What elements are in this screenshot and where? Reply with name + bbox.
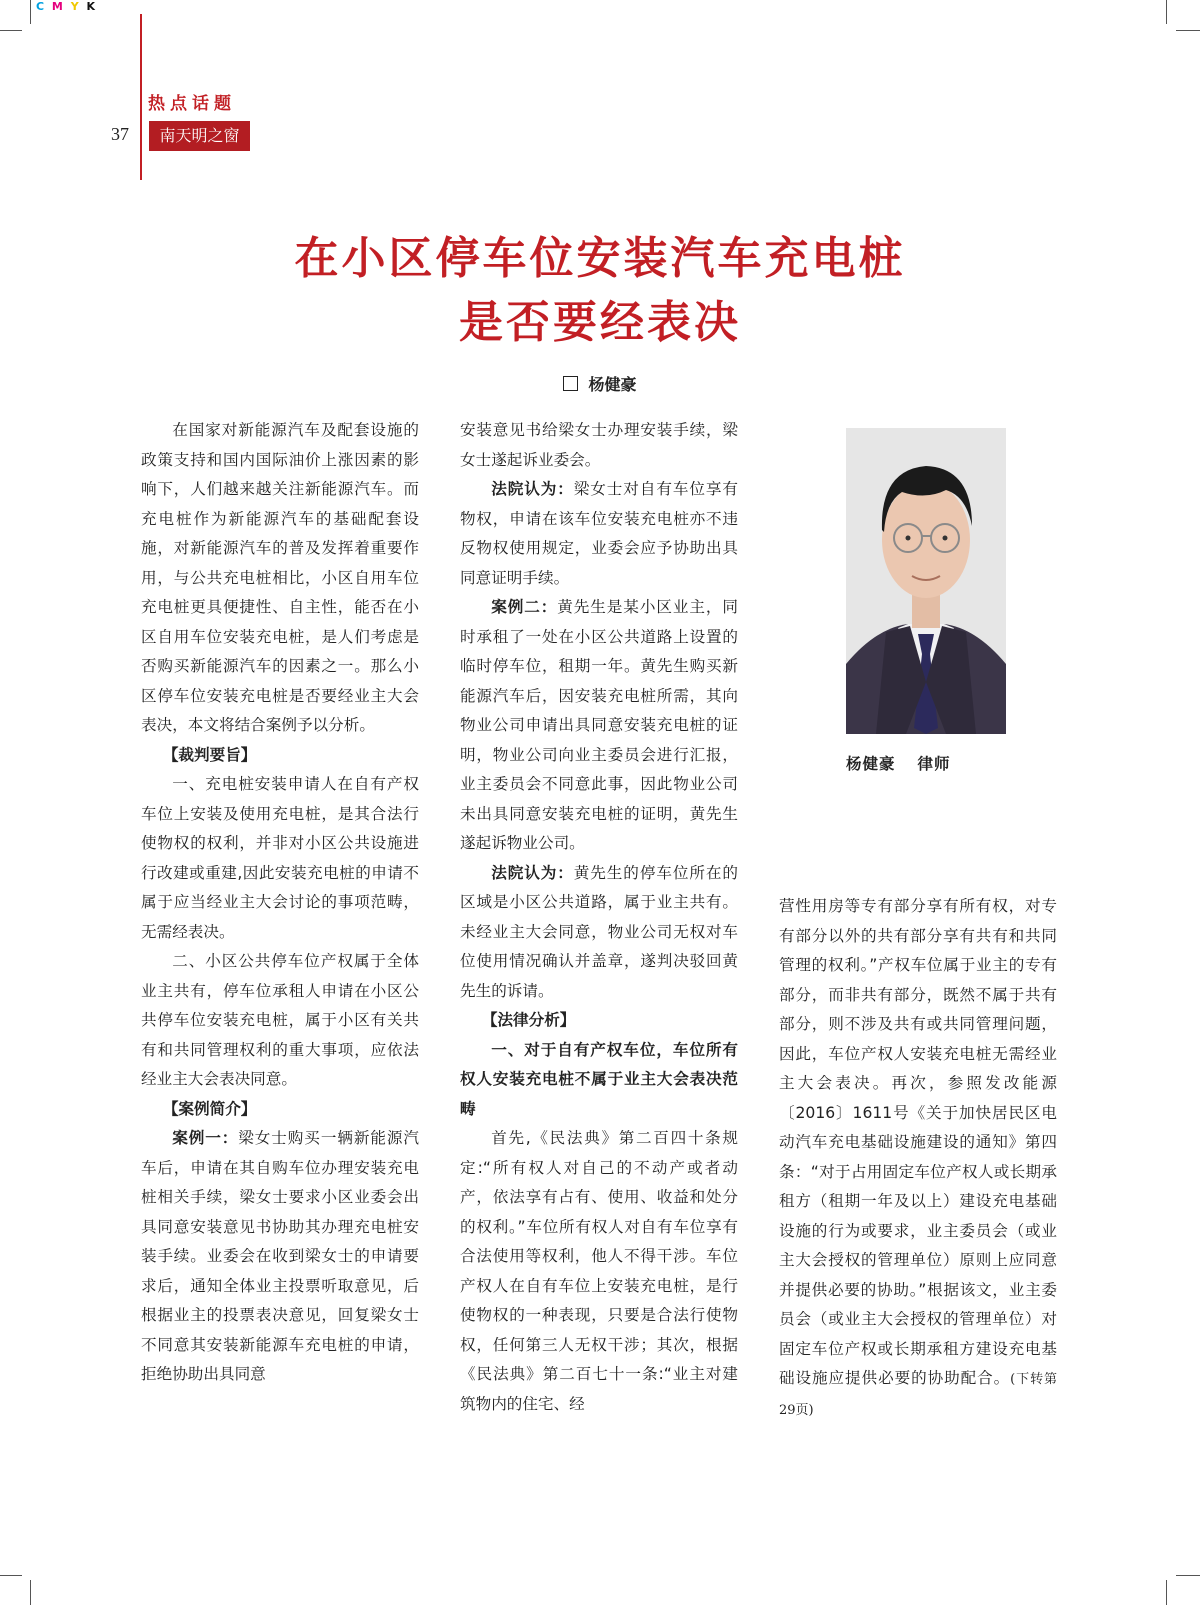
crop-mark-tl-h bbox=[0, 30, 22, 31]
crop-mark-tl-v bbox=[30, 0, 31, 24]
cmyk-k: K bbox=[86, 0, 98, 13]
continued-note: (下转第29页) bbox=[779, 1372, 1057, 1418]
author-name: 杨健豪 bbox=[588, 375, 637, 394]
case1-paragraph bbox=[141, 1124, 419, 1390]
ruling-point-1: 一、充电桩安装申请人在自有产权车位上安装及使用充电桩，是其合法行使物权的权利，并非对小区公共设施进行改建或重建,因此安装充电桩的申请不属于应当经业主大会讨论的事项范畴，无需经表决。 bbox=[141, 775, 419, 941]
crop-mark-tr-h bbox=[1176, 30, 1200, 31]
court1-label: 法院认为： bbox=[491, 480, 574, 498]
caption-name: 杨健豪 bbox=[846, 755, 896, 773]
case2-paragraph bbox=[460, 593, 738, 859]
ruling-point-2: 二、小区公共停车位产权属于全体业主共有，停车位承租人申请在小区公共停车位安装充电桩，属于小区有关共有和共同管理权利的重大事项，应依法经业主大会表决同意。 bbox=[141, 952, 419, 1088]
crop-mark-bl-h bbox=[0, 1575, 22, 1576]
author-byline bbox=[0, 372, 1200, 395]
case1-continuation: 安装意见书给梁女士办理安装手续，梁女士遂起诉业委会。 bbox=[460, 421, 738, 469]
court2-paragraph bbox=[460, 859, 738, 1007]
court1-text: 梁女士对自有车位享有物权，申请在该车位安装充电桩亦不违反物权使用规定，业委会应予协助出具同意证明手续。 bbox=[460, 480, 738, 587]
article-title-line2: 是否要经表决 bbox=[459, 297, 741, 348]
court1-paragraph bbox=[460, 475, 738, 593]
analysis-subheading: 一、对于自有产权车位，车位所有权人安装充电桩不属于业主大会表决范畴 bbox=[460, 1040, 738, 1118]
page-number: 37 bbox=[111, 124, 129, 144]
column3-paragraph bbox=[779, 892, 1057, 1425]
analysis-paragraph: 首先,《民法典》第二百四十条规定:“所有权人对自己的不动产或者动产，依法享有占有、使用、收益和处分的权利。”车位所有权人对自有车位享有合法使用等权利，他人不得干涉。车位产权人在自有车位上安装充电桩，是行使物权的一种表现，只要是合法行使物权，任何第三人无权干涉；其次，根据《民法典》第二百七十一条:“业主对建筑物内的住宅、经 bbox=[460, 1129, 738, 1413]
case1-label: 案例一： bbox=[172, 1129, 239, 1147]
cmyk-mark bbox=[36, 0, 97, 13]
cmyk-c: C bbox=[36, 0, 47, 13]
photo-caption bbox=[846, 752, 951, 774]
crop-mark-tr-v bbox=[1166, 0, 1167, 24]
case1-text: 梁女士购买一辆新能源汽车后，申请在其自购车位办理安装充电桩相关手续，梁女士要求小区业委会出具同意安装意见书协助其办理充电桩安装手续。业委会在收到梁女士的申请要求后，通知全体业主投票听取意见，后根据业主的投票表决意见，回复梁女士不同意其安装新能源车充电桩的申请，拒绝协助出具同意 bbox=[141, 1129, 419, 1383]
text-column-2 bbox=[460, 416, 738, 1419]
article-title-line1: 在小区停车位安装汽车充电桩 bbox=[294, 233, 906, 284]
crop-mark-bl-v bbox=[30, 1580, 31, 1605]
crop-mark-br-v bbox=[1166, 1580, 1167, 1605]
case2-text: 黄先生是某小区业主，同时承租了一处在小区公共道路上设置的临时停车位，租期一年。黄先生购买新能源汽车后，因安装充电桩所需，其向物业公司申请出具同意安装充电桩的证明，物业公司向业主委员会进行汇报，业主委员会不同意此事，因此物业公司未出具同意安装充电桩的证明，黄先生遂起诉物业公司。 bbox=[460, 598, 738, 852]
cmyk-m: M bbox=[51, 0, 65, 13]
heading-ruling-points: 【裁判要旨】 bbox=[162, 745, 257, 764]
text-column-1 bbox=[141, 416, 419, 1390]
column3-text: 营性用房等专有部分享有所有权，对专有部分以外的共有部分享有共有和共同管理的权利。”产权车位属于业主的专有部分，而非共有部分，既然不属于共有部分，则不涉及共有或共同管理问题，因此，车位产权人安装充电桩无需经业主大会表决。再次，参照发改能源〔2016〕1611号《关于加快居民区电动汽车充电基础设施建设的通知》第四条：“对于占用固定车位产权人或长期承租方（租期一年及以上）建设充电基础设施的行为或要求，业主委员会（或业主大会授权的管理单位）原则上应同意并提供必要的协助。”根据该文，业主委员会（或业主大会授权的管理单位）对固定车位产权或长期承租方建设充电基础设施应提供必要的协助配合。 bbox=[779, 897, 1057, 1387]
intro-paragraph: 在国家对新能源汽车及配套设施的政策支持和国内国际油价上涨因素的影响下，人们越来越关注新能源汽车。而充电桩作为新能源汽车的基础配套设施，对新能源汽车的普及发挥着重要作用，与公共充电桩相比，小区自用车位充电桩更具便捷性、自主性，能否在小区自用车位安装充电桩，是人们考虑是否购买新能源汽车的因素之一。那么小区停车位安装充电桩是否要经业主大会表决，本文将结合案例予以分析。 bbox=[141, 421, 419, 734]
cmyk-y: Y bbox=[70, 0, 81, 13]
court2-text: 黄先生的停车位所在的区域是小区公共道路，属于业主共有。未经业主大会同意，物业公司无权对车位使用情况确认并盖章，遂判决驳回黄先生的诉请。 bbox=[460, 863, 738, 1000]
case2-label: 案例二： bbox=[491, 598, 558, 616]
column-name-badge: 南天明之窗 bbox=[149, 121, 250, 151]
header-red-rule bbox=[140, 14, 142, 180]
crop-mark-br-h bbox=[1176, 1575, 1200, 1576]
text-column-3 bbox=[779, 892, 1057, 1425]
section-label: 热点话题 bbox=[148, 94, 236, 114]
square-bullet-icon bbox=[563, 376, 578, 391]
caption-role: 律师 bbox=[917, 755, 951, 773]
author-portrait-illustration bbox=[846, 428, 1006, 734]
heading-case-summary: 【案例简介】 bbox=[162, 1099, 257, 1118]
heading-legal-analysis: 【法律分析】 bbox=[481, 1011, 576, 1029]
court2-label: 法院认为： bbox=[491, 863, 574, 882]
author-photo bbox=[846, 428, 1006, 734]
